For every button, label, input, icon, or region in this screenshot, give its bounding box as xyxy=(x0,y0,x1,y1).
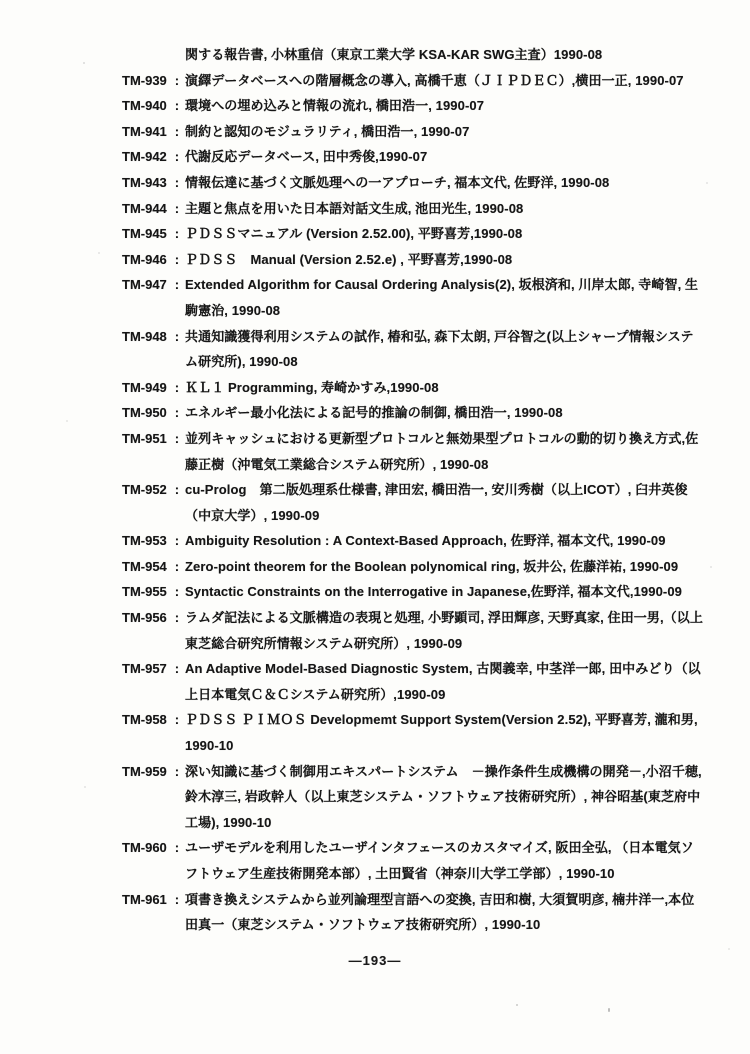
tm-entry-id: TM-947 xyxy=(122,277,167,293)
tm-entry-id: TM-945 xyxy=(122,226,167,242)
tm-entry-separator: : xyxy=(174,712,180,728)
tm-entry-id: TM-952 xyxy=(122,482,167,498)
tm-entry-title: Zero-point theorem for the Boolean polynomical ring, 坂井公, 佐藤洋祐, 1990-09 xyxy=(185,558,679,574)
tm-entry-title: ＰＤＳＳ ＰＩＭＯＳ Developmemt Support System(Version 2.52), 平野喜芳, 瀧和男, 1990-10 xyxy=(185,712,702,754)
tm-entry-separator: : xyxy=(174,379,180,395)
tm-entry-title: ＰＤＳＳ Manual (Version 2.52.e) , 平野喜芳,1990-08 xyxy=(185,251,513,267)
tm-entry xyxy=(122,554,704,580)
tm-entry-title: 代謝反応データベース, 田中秀俊,1990-07 xyxy=(185,149,428,165)
tm-entry-id: TM-949 xyxy=(122,379,167,395)
tm-entry-separator: : xyxy=(174,251,180,267)
tm-entry-id: TM-953 xyxy=(122,533,167,549)
tm-entry-id: TM-959 xyxy=(122,763,167,779)
tm-entry-title: Syntactic Constraints on the Interrogative in Japanese,佐野洋, 福本文代,1990-09 xyxy=(185,584,682,600)
tm-entry xyxy=(122,324,704,375)
tm-entry-separator: : xyxy=(174,405,180,421)
tm-entry-title: 主題と焦点を用いた日本語対話文生成, 池田光生, 1990-08 xyxy=(185,200,524,216)
tm-entry-title: cu-Prolog 第二版処理系仕様書, 津田宏, 橋田浩一, 安川秀樹（以上ICOT）, 臼井英俊（中京大学）, 1990-09 xyxy=(185,482,688,523)
tm-entry-title: 情報伝達に基づく文脈処理への一アプローチ, 福本文代, 佐野洋, 1990-08 xyxy=(185,174,610,190)
scan-speck xyxy=(83,62,85,64)
tm-entry-id: TM-961 xyxy=(122,891,167,907)
tm-entry xyxy=(122,272,704,323)
tm-entry-list xyxy=(122,68,704,938)
tm-entry-separator: : xyxy=(174,200,180,216)
tm-entry xyxy=(122,579,704,605)
tm-entry-id: TM-956 xyxy=(122,610,167,626)
scan-speck xyxy=(98,252,100,254)
tm-entry-title: 共通知識獲得利用システムの試作, 椿和弘, 森下太朗, 戸谷智之(以上シャープ情報システム研究所), 1990-08 xyxy=(185,328,694,370)
tm-entry-id: TM-940 xyxy=(122,98,167,114)
tm-entry-title: ＰＤＳＳマニュアル (Version 2.52.00), 平野喜芳,1990-08 xyxy=(185,226,523,242)
tm-entry-id: TM-939 xyxy=(122,72,167,88)
scan-speck xyxy=(66,420,68,422)
tm-entry-separator: : xyxy=(174,174,180,190)
tm-entry xyxy=(122,247,704,273)
tm-entry xyxy=(122,426,704,477)
tm-entry-title: 深い知識に基づく制御用エキスパートシステム －操作条件生成機構の開発－,小沼千穂, 鈴木淳三, 岩政幹人（以上東芝システム・ソフトウェア技術研究所）, 神谷昭基(東芝府中工場), 1990-10 xyxy=(185,763,706,830)
scan-speck xyxy=(516,1004,518,1006)
tm-entry-separator: : xyxy=(174,610,180,626)
tm-entry-separator: : xyxy=(174,533,180,549)
tm-entry-separator: : xyxy=(174,891,180,907)
tm-entry-title: 項書き換えシステムから並列論理型言語への変換, 吉田和樹, 大須賀明彦, 楠井洋一,本位田真一（東芝システム・ソフトウェア技術研究所）, 1990-10 xyxy=(185,891,695,933)
page-number: —193— xyxy=(348,953,402,968)
tm-entry-separator: : xyxy=(174,661,180,677)
tm-entry-title: 制約と認知のモジュラリティ, 橋田浩一, 1990-07 xyxy=(185,123,470,139)
tm-entry xyxy=(122,196,704,222)
tm-entry-separator: : xyxy=(174,277,180,293)
tm-entry xyxy=(122,477,704,528)
tm-entry-title: エネルギー最小化法による記号的推論の制御, 橋田浩一, 1990-08 xyxy=(185,405,563,421)
tm-entry-title: ＫＬ１ Programming, 寿崎かすみ,1990-08 xyxy=(185,379,439,395)
tm-entry-id: TM-948 xyxy=(122,328,167,344)
tm-entry-id: TM-942 xyxy=(122,149,167,165)
tm-entry-separator: : xyxy=(174,226,180,242)
tm-entry-id: TM-960 xyxy=(122,840,167,856)
tm-entry-separator: : xyxy=(174,840,180,856)
tm-entry-id: TM-951 xyxy=(122,430,167,446)
tm-entry-id: TM-943 xyxy=(122,174,167,190)
tm-entry-title: Ambiguity Resolution : A Context-Based Approach, 佐野洋, 福本文代, 1990-09 xyxy=(185,533,666,549)
tm-entry-id: TM-958 xyxy=(122,712,167,728)
tm-entry-title: ラムダ記法による文脈構造の表現と処理, 小野顕司, 浮田輝彦, 天野真家, 住田一男,（以上東芝総合研究所情報システム研究所）, 1990-09 xyxy=(185,610,703,651)
tm-entry xyxy=(122,528,704,554)
continuation-line: 関する報告書, 小林重信（東京工業大学 KSA-KAR SWG主査）1990-08 xyxy=(185,47,603,62)
tm-entry-separator: : xyxy=(174,98,180,114)
tm-entry xyxy=(122,221,704,247)
tm-entry-separator: : xyxy=(174,430,180,446)
tm-entry-id: TM-954 xyxy=(122,558,167,574)
tm-entry-separator: : xyxy=(174,584,180,600)
scan-speck xyxy=(710,566,712,568)
tm-entry-title: ユーザモデルを利用したユーザインタフェースのカスタマイズ, 阪田全弘, （日本電気ソフトウェア生産技術開発本部）, 土田賢省（神奈川大学工学部）, 1990-10 xyxy=(185,840,694,881)
tm-entry-id: TM-941 xyxy=(122,123,167,139)
tm-entry-id: TM-957 xyxy=(122,661,167,677)
tm-entry xyxy=(122,119,704,145)
scan-speck xyxy=(728,948,730,950)
tm-entry-title: 並列キャッシュにおける更新型プロトコルと無効果型プロトコルの動的切り換え方式,佐藤正樹（沖電気工業総合システム研究所）, 1990-08 xyxy=(185,430,699,472)
tm-entry-id: TM-944 xyxy=(122,200,167,216)
tm-entry xyxy=(122,375,704,401)
tm-entry-separator: : xyxy=(174,72,180,88)
tm-entry-title: Extended Algorithm for Causal Ordering Analysis(2), 坂根済和, 川岸太郎, 寺崎智, 生駒憲治, 1990-08 xyxy=(185,277,699,318)
tm-entry-separator: : xyxy=(174,482,180,498)
tm-entry-separator: : xyxy=(174,149,180,165)
scan-speck xyxy=(608,1008,610,1012)
tm-entry xyxy=(122,887,704,938)
tm-entry xyxy=(122,759,704,836)
tm-entry xyxy=(122,707,704,758)
tm-entry xyxy=(122,656,704,707)
tm-entry xyxy=(122,605,704,656)
tm-entry-separator: : xyxy=(174,328,180,344)
tm-entry xyxy=(122,93,704,119)
tm-entry xyxy=(122,835,704,886)
tm-entry-id: TM-950 xyxy=(122,405,167,421)
tm-report-list xyxy=(122,42,704,938)
tm-entry xyxy=(122,400,704,426)
scan-speck xyxy=(84,786,86,788)
tm-entry-separator: : xyxy=(174,558,180,574)
tm-entry-id: TM-955 xyxy=(122,584,167,600)
tm-entry-title: 演繹データベースへの階層概念の導入, 高橋千恵（ＪＩＰＤＥＣ）,横田一正, 1990-07 xyxy=(185,72,684,88)
tm-entry xyxy=(122,170,704,196)
tm-entry-title: An Adaptive Model-Based Diagnostic System, 古関義幸, 中茎洋一郎, 田中みどり（以上日本電気Ｃ＆Ｃシステム研究所）,1990-09 xyxy=(185,661,701,702)
tm-entry-separator: : xyxy=(174,123,180,139)
tm-entry xyxy=(122,144,704,170)
tm-entry-title: 環境への埋め込みと情報の流れ, 橋田浩一, 1990-07 xyxy=(185,98,485,114)
tm-entry-separator: : xyxy=(174,763,180,779)
tm-entry-id: TM-946 xyxy=(122,251,167,267)
scan-speck xyxy=(706,182,708,184)
tm-entry xyxy=(122,68,704,94)
